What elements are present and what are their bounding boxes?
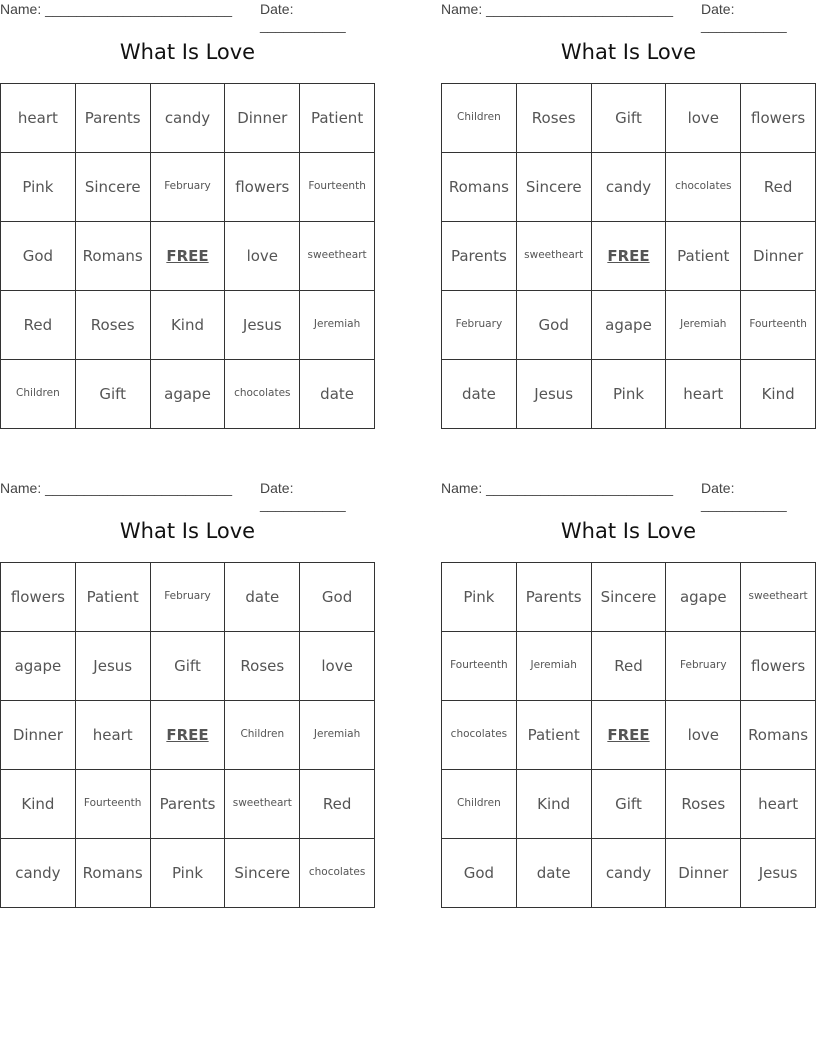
- bingo-cell: candy: [150, 84, 225, 153]
- card-header: [441, 479, 816, 512]
- bingo-cell: sweetheart: [300, 222, 375, 291]
- bingo-cell: Jesus: [516, 360, 591, 429]
- date-field-label: Date: ___________: [701, 1, 787, 33]
- date-field-label: Date: ___________: [701, 480, 787, 512]
- bingo-cell: Roses: [666, 770, 741, 839]
- bingo-cell: February: [150, 563, 225, 632]
- bingo-cell: Sincere: [225, 839, 300, 908]
- bingo-cell: Gift: [75, 360, 150, 429]
- bingo-cell: February: [150, 153, 225, 222]
- bingo-cell: sweetheart: [225, 770, 300, 839]
- bingo-cell: Romans: [741, 701, 816, 770]
- bingo-cell: God: [442, 839, 517, 908]
- bingo-cell: Fourteenth: [300, 153, 375, 222]
- name-field-label: Name: ________________________: [0, 1, 232, 17]
- bingo-cell: Kind: [1, 770, 76, 839]
- grid-row: [1, 153, 375, 222]
- name-field-label: Name: ________________________: [441, 480, 673, 496]
- bingo-card-1: [0, 0, 375, 403]
- bingo-card-2: [441, 0, 816, 403]
- bingo-cell: Roses: [516, 84, 591, 153]
- bingo-cell: love: [225, 222, 300, 291]
- name-field-label: Name: ________________________: [441, 1, 673, 17]
- card-header: [0, 479, 375, 512]
- bingo-cell: Jeremiah: [300, 291, 375, 360]
- bingo-cell: God: [516, 291, 591, 360]
- bingo-cell: Jesus: [75, 632, 150, 701]
- bingo-cell: agape: [666, 563, 741, 632]
- card-title: What Is Love: [119, 519, 256, 543]
- bingo-cell: agape: [150, 360, 225, 429]
- bingo-cell: flowers: [741, 632, 816, 701]
- bingo-cell: sweetheart: [741, 563, 816, 632]
- bingo-cell: Pink: [150, 839, 225, 908]
- bingo-cell: Red: [1, 291, 76, 360]
- bingo-cell: Red: [300, 770, 375, 839]
- bingo-cell: chocolates: [442, 701, 517, 770]
- grid-row: [442, 153, 816, 222]
- bingo-cell: February: [442, 291, 517, 360]
- bingo-cell: Pink: [442, 563, 517, 632]
- bingo-card-3: [0, 479, 375, 882]
- bingo-cell: Jeremiah: [666, 291, 741, 360]
- grid-row: [442, 563, 816, 632]
- bingo-cell: Dinner: [1, 701, 76, 770]
- bingo-cell: Kind: [741, 360, 816, 429]
- free-space: FREE: [150, 701, 225, 770]
- card-title: What Is Love: [560, 40, 697, 64]
- bingo-cell: Roses: [75, 291, 150, 360]
- bingo-cell: Kind: [150, 291, 225, 360]
- bingo-cell: Patient: [300, 84, 375, 153]
- bingo-cell: Gift: [150, 632, 225, 701]
- bingo-cell: date: [516, 839, 591, 908]
- bingo-cell: heart: [75, 701, 150, 770]
- bingo-cell: chocolates: [666, 153, 741, 222]
- bingo-cell: agape: [591, 291, 666, 360]
- bingo-grid: [0, 83, 375, 429]
- date-field-label: Date: ___________: [260, 480, 346, 512]
- bingo-cell: chocolates: [300, 839, 375, 908]
- grid-row: [442, 84, 816, 153]
- bingo-cell: Sincere: [591, 563, 666, 632]
- bingo-cell: Pink: [1, 153, 76, 222]
- bingo-cell: date: [300, 360, 375, 429]
- card-header: [441, 0, 816, 33]
- bingo-cell: Jeremiah: [300, 701, 375, 770]
- grid-row: [1, 701, 375, 770]
- bingo-cell: Romans: [75, 222, 150, 291]
- bingo-cell: Patient: [75, 563, 150, 632]
- bingo-cell: Children: [442, 84, 517, 153]
- bingo-cell: Parents: [150, 770, 225, 839]
- bingo-cell: Dinner: [666, 839, 741, 908]
- bingo-grid: [441, 83, 816, 429]
- bingo-cell: heart: [666, 360, 741, 429]
- grid-row: [442, 701, 816, 770]
- bingo-cell: Children: [1, 360, 76, 429]
- bingo-cell: chocolates: [225, 360, 300, 429]
- bingo-cell: God: [1, 222, 76, 291]
- bingo-cell: Sincere: [516, 153, 591, 222]
- bingo-cell: date: [442, 360, 517, 429]
- bingo-cell: Gift: [591, 84, 666, 153]
- bingo-cell: flowers: [741, 84, 816, 153]
- bingo-cell: Patient: [666, 222, 741, 291]
- bingo-card-4: [441, 479, 816, 882]
- bingo-cell: Roses: [225, 632, 300, 701]
- bingo-cell: agape: [1, 632, 76, 701]
- bingo-cell: Parents: [75, 84, 150, 153]
- bingo-cell: Parents: [516, 563, 591, 632]
- bingo-cell: love: [666, 84, 741, 153]
- bingo-cell: Jesus: [225, 291, 300, 360]
- card-title: What Is Love: [119, 40, 256, 64]
- free-space: FREE: [591, 701, 666, 770]
- bingo-cell: flowers: [225, 153, 300, 222]
- grid-row: [442, 632, 816, 701]
- card-title: What Is Love: [560, 519, 697, 543]
- bingo-cell: date: [225, 563, 300, 632]
- bingo-cell: Romans: [75, 839, 150, 908]
- grid-row: [442, 839, 816, 908]
- bingo-cell: Parents: [442, 222, 517, 291]
- bingo-cell: candy: [591, 839, 666, 908]
- bingo-cell: candy: [1, 839, 76, 908]
- bingo-cell: February: [666, 632, 741, 701]
- grid-row: [1, 563, 375, 632]
- bingo-cell: Children: [442, 770, 517, 839]
- grid-row: [1, 360, 375, 429]
- bingo-cell: Red: [741, 153, 816, 222]
- bingo-cell: Sincere: [75, 153, 150, 222]
- free-space: FREE: [150, 222, 225, 291]
- bingo-cell: Children: [225, 701, 300, 770]
- bingo-cell: candy: [591, 153, 666, 222]
- bingo-grid: [441, 562, 816, 908]
- bingo-cell: love: [300, 632, 375, 701]
- bingo-cell: Dinner: [741, 222, 816, 291]
- bingo-cell: Fourteenth: [741, 291, 816, 360]
- bingo-cell: Fourteenth: [442, 632, 517, 701]
- grid-row: [1, 84, 375, 153]
- grid-row: [1, 222, 375, 291]
- grid-row: [442, 222, 816, 291]
- grid-row: [1, 839, 375, 908]
- bingo-cell: God: [300, 563, 375, 632]
- bingo-cell: Fourteenth: [75, 770, 150, 839]
- bingo-cell: love: [666, 701, 741, 770]
- bingo-cell: heart: [1, 84, 76, 153]
- grid-row: [442, 291, 816, 360]
- bingo-cell: Jeremiah: [516, 632, 591, 701]
- bingo-cell: Red: [591, 632, 666, 701]
- bingo-cell: sweetheart: [516, 222, 591, 291]
- bingo-grid: [0, 562, 375, 908]
- bingo-cell: Gift: [591, 770, 666, 839]
- grid-row: [1, 291, 375, 360]
- bingo-cell: flowers: [1, 563, 76, 632]
- grid-row: [1, 770, 375, 839]
- bingo-cell: Romans: [442, 153, 517, 222]
- grid-row: [442, 360, 816, 429]
- bingo-cell: Patient: [516, 701, 591, 770]
- bingo-cell: heart: [741, 770, 816, 839]
- grid-row: [1, 632, 375, 701]
- bingo-cell: Dinner: [225, 84, 300, 153]
- free-space: FREE: [591, 222, 666, 291]
- card-header: [0, 0, 375, 33]
- bingo-cell: Jesus: [741, 839, 816, 908]
- bingo-cell: Kind: [516, 770, 591, 839]
- name-field-label: Name: ________________________: [0, 480, 232, 496]
- date-field-label: Date: ___________: [260, 1, 346, 33]
- bingo-cell: Pink: [591, 360, 666, 429]
- grid-row: [442, 770, 816, 839]
